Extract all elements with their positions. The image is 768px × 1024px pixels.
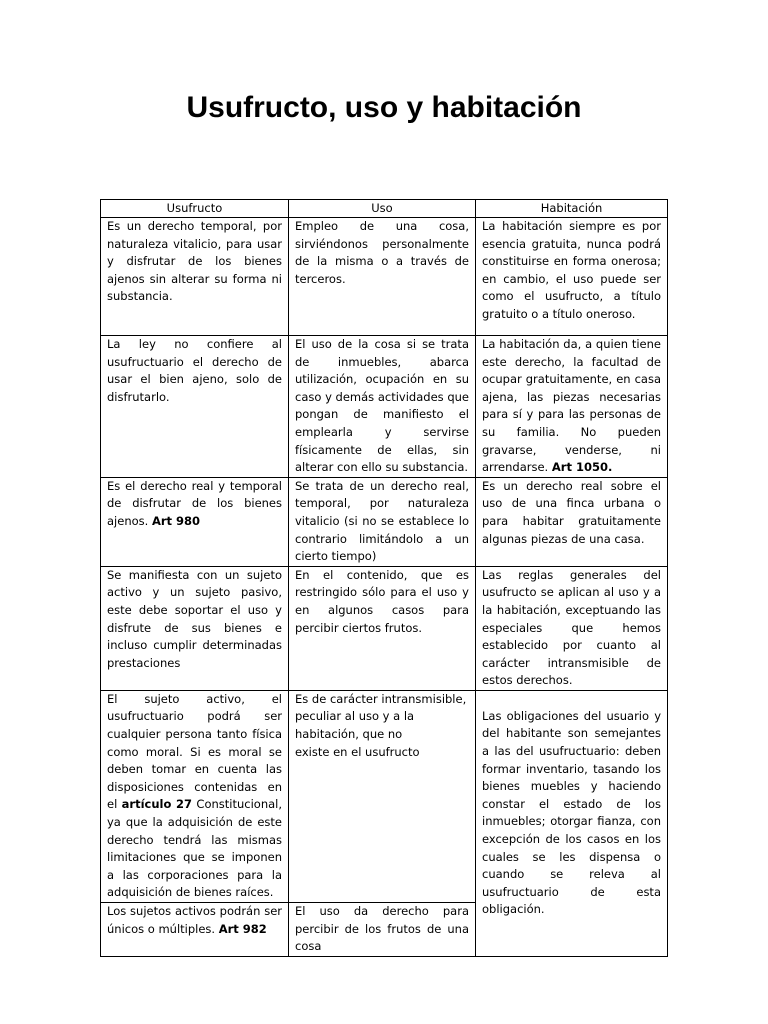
- cell-text: La habitación siempre es por esencia gratuita, nunca podrá constituirse en forma onerosa; en cambio, el uso puede ser como el usufructo, a título gratuito o a título oneroso.: [482, 219, 661, 321]
- cell-uso: [289, 690, 476, 902]
- cell-uso: [289, 336, 476, 478]
- cell-text: Se manifiesta con un sujeto activo y un sujeto pasivo, este debe soportar el uso y disfrute de sus bienes e incluso cumplir determinadas prestaciones: [107, 567, 282, 670]
- cell-line: habitación, que no: [295, 727, 403, 742]
- cell-text: Las reglas generales del usufructo se aplican al uso y a la habitación, exceptuando las especiales que hemos establecido por cuanto al carácter intransmisible de estos derechos.: [482, 567, 661, 688]
- table-row: [101, 690, 668, 902]
- cell-habitacion: [476, 566, 668, 690]
- table-header-row: [101, 200, 668, 218]
- cell-usufructo: [101, 690, 289, 902]
- article-reference: artículo 27: [121, 797, 193, 812]
- column-header-habitacion: Habitación: [476, 200, 668, 218]
- cell-usufructo: [101, 477, 289, 566]
- cell-text: En el contenido, que es restringido sólo para el uso y en algunos casos para percibir ciertos frutos.: [295, 567, 469, 635]
- cell-line: Es de carácter intransmisible,: [295, 691, 467, 706]
- table-row: [101, 218, 668, 336]
- cell-usufructo: [101, 218, 289, 336]
- cell-text: Los sujetos activos podrán ser únicos o múltiples.: [107, 904, 282, 936]
- cell-spacer: [482, 691, 661, 708]
- column-header-uso: Uso: [289, 200, 476, 218]
- cell-text: El uso da derecho para percibir de los frutos de una cosa: [295, 904, 469, 954]
- table-row: [101, 336, 668, 478]
- cell-habitacion: [476, 477, 668, 566]
- cell-text: El uso de la cosa si se trata de inmuebles, abarca utilización, ocupación en su caso y demás actividades que pongan de manifiesto el emplearla y servirse físicamente de ellas, sin alterar con ello su substancia.: [295, 337, 469, 475]
- article-reference: Art 980: [151, 513, 201, 528]
- cell-uso: [289, 218, 476, 336]
- page-title: Usufructo, uso y habitación: [186, 91, 582, 124]
- cell-uso: [289, 903, 476, 957]
- cell-text: Constitucional, ya que la adquisición de este derecho tendrá las mismas limitaciones que se imponen a las corporaciones para la adquisición de bienes raíces.: [107, 797, 283, 900]
- cell-text: Es un derecho real sobre el uso de una finca urbana o para habitar gratuitamente algunas piezas de una casa.: [482, 478, 661, 546]
- cell-usufructo: [101, 566, 289, 690]
- cell-text: La ley no confiere al usufructuario el derecho de usar el bien ajeno, solo de disfrutarlo.: [107, 337, 282, 404]
- cell-usufructo: [101, 903, 289, 957]
- cell-text: Es un derecho temporal, por naturaleza vitalicio, para usar y disfrutar de los bienes ajenos sin alterar su forma ni substancia.: [107, 219, 282, 304]
- cell-habitacion: [476, 336, 668, 478]
- cell-habitacion: [476, 690, 668, 956]
- article-reference: Art 1050.: [551, 460, 613, 475]
- comparison-table: [100, 199, 668, 957]
- cell-text: Empleo de una cosa, sirviéndonos personalmente de la misma o a través de terceros.: [295, 219, 469, 286]
- cell-line: existe en el usufructo: [295, 744, 420, 759]
- cell-text: Se trata de un derecho real, temporal, por naturaleza vitalicio (si no se establece lo contrario limitándolo a un cierto tiempo): [295, 478, 469, 564]
- cell-uso: [289, 477, 476, 566]
- cell-text: El sujeto activo, el usufructuario podrá ser cualquier persona tanto física como moral. Si es moral se deben tomar en cuenta las disposiciones contenidas en el: [107, 691, 282, 812]
- table-row: [101, 477, 668, 566]
- article-reference: Art 982: [218, 921, 267, 936]
- cell-text: Las obligaciones del usuario y del habitante son semejantes a las del usufructuario: deben formar inventario, tasando los bienes muebles y haciendo constar el estado de los inmuebles; otorgar fianza, con excepción de los casos en los cuales se les dispensa o cuando se releva al usufructuario de esta obligación.: [482, 708, 661, 917]
- cell-line: peculiar al uso y a la: [295, 709, 415, 724]
- cell-habitacion: [476, 218, 668, 336]
- cell-usufructo: [101, 336, 289, 478]
- cell-text: Es el derecho real y temporal de disfrutar de los bienes ajenos.: [107, 478, 282, 528]
- cell-text: La habitación da, a quien tiene este derecho, la facultad de ocupar gratuitamente, en casa ajena, las piezas necesarias para sí y para las personas de su familia. No pueden gravarse, venderse, ni arrendarse.: [482, 337, 661, 475]
- table-row: [101, 566, 668, 690]
- column-header-usufructo: Usufructo: [101, 200, 289, 218]
- cell-uso: [289, 566, 476, 690]
